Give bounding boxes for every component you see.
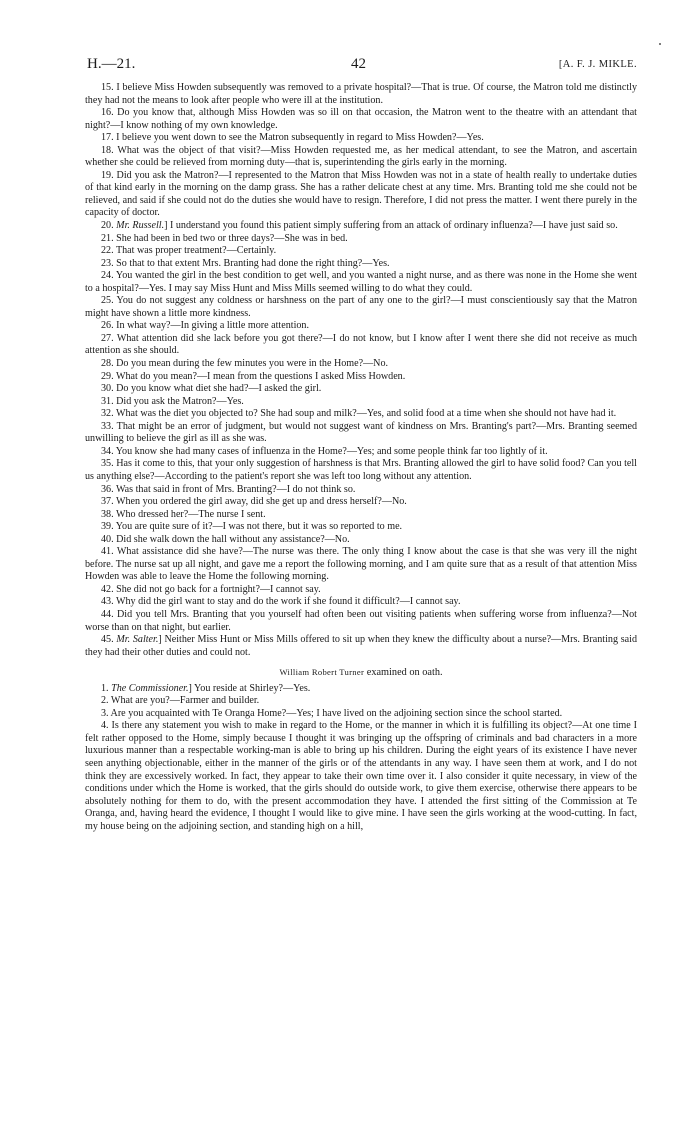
witness-heading: [85, 666, 637, 680]
document-page: [85, 56, 637, 833]
question-answer: 23. So that to that extent Mrs. Branting had done the right thing?—Yes.: [101, 257, 390, 269]
question-answer: 16. Do you know that, although Miss Howden was so ill on that occasion, the Matron went to the theatre with an attendant that night?—I know nothing of my own knowledge.: [85, 107, 637, 131]
question-answer: 42. She did not go back for a fortnight?—I cannot say.: [101, 583, 321, 595]
speaker-name: Mr. Russell.: [116, 220, 165, 232]
witness-name: William Robert Turner: [279, 667, 365, 678]
question-answer: [85, 634, 637, 659]
speaker-name: The Commissioner.: [111, 682, 189, 694]
question-answer: 17. I believe you went down to see the Matron subsequently in regard to Miss Howden?—Yes.: [101, 132, 484, 144]
question-answer: 41. What assistance did she have?—The nurse was there. The only thing I know about the case is that she was very ill the night before. The nurse sat up all night, and gave me a report the following morning, and I am quite sure that as a result of that attention Miss Howden was able to leave the Home the following morning.: [85, 546, 637, 583]
question-answer: 40. Did she walk down the hall without any assistance?—No.: [101, 533, 350, 545]
question-answer: 28. Do you mean during the few minutes you were in the Home?—No.: [101, 358, 389, 370]
speaker-name: Mr. Salter.: [116, 634, 159, 646]
question-answer: 26. In what way?—In giving a little more attention.: [101, 320, 309, 332]
question-text: ] You reside at Shirley?—Yes.: [188, 682, 311, 694]
question-answer: [85, 683, 637, 696]
question-answer: 33. That might be an error of judgment, but would not suggest want of kindness on Mrs. Branting's part?—Mrs. Branting seemed unwilling to believe the girl as ill as she was.: [85, 420, 637, 445]
question-text: ] I understand you found this patient simply suffering from an attack of ordinary influenza?—I have just said so.: [164, 220, 618, 232]
question-answer: 36. Was that said in front of Mrs. Branting?—I do not think so.: [101, 483, 356, 495]
question-answer: 2. What are you?—Farmer and builder.: [101, 695, 260, 707]
page-header: [85, 56, 637, 82]
question-answer: 15. I believe Miss Howden subsequently was removed to a private hospital?—That is true. Of course, the Matron told me distinctly they had not the means to look after people who were ill at the institution.: [85, 82, 637, 106]
question-answer: 44. Did you tell Mrs. Branting that you yourself had often been out visiting patients when suffering worse from influenza?—Not worse than on that night, but earlier.: [85, 608, 637, 633]
witness-heading-suffix: examined on oath.: [364, 667, 443, 679]
witness-running-head: [A. F. J. MIKLE.: [558, 59, 637, 70]
question-answer: 38. Who dressed her?—The nurse I sent.: [101, 508, 266, 520]
question-answer: 27. What attention did she lack before you got there?—I do not know, but I know after I went there she did not receive as much attention as she should.: [85, 332, 637, 357]
page-number: 42: [351, 56, 366, 72]
question-answer: [85, 220, 637, 233]
question-answer: 4. Is there any statement you wish to make in regard to the Home, or the manner in which it is fulfilling its object?—At one time I felt rather opposed to the Home, simply because I thought it was bringing up the offspring of criminals and bad characters in a more luxurious manner than a respectable working-man is able to bring up his children. During the eight years of its existence I have never seen anything objectionable, either in the manner of the girls or of the attendants in any way. I have seen them at work, and I do not think they are excessively worked. In fact, they appear to take their own time over it. I also consider it quite necessary, in view of the conditions under which the Home is worked, that the girls should do outside work, to give them exercise, otherwise there appears to be absolutely nothing for them to do, with the present accommodation they have. I attended the first sitting of the Commission at Te Oranga, and, having heard the evidence, I thought I would like to give mine. I have seen the girls working at the wood-cutting. In fact, my house being on the adjoining section, and standing high on a hill,: [85, 720, 637, 832]
question-answer: 21. She had been in bed two or three days?—She was in bed.: [101, 232, 348, 244]
question-answer: 29. What do you mean?—I mean from the questions I asked Miss Howden.: [101, 370, 406, 382]
question-number: 1.: [101, 682, 109, 694]
question-answer: 34. You know she had many cases of influenza in the Home?—Yes; and some people think far too lightly of it.: [101, 445, 548, 457]
question-number: 45.: [101, 634, 114, 646]
question-answer: 18. What was the object of that visit?—Miss Howden requested me, as her medical attendant, to see the Matron, and ascertain whether she could be relieved from morning duty—that is, superintending the girls early in the morning.: [85, 144, 637, 169]
question-answer: 25. You do not suggest any coldness or harshness on the part of any one to the girl?—I must conscientiously say that the Matron might have shown a little more kindness.: [85, 295, 637, 319]
question-answer: 22. That was proper treatment?—Certainly.: [101, 245, 277, 257]
question-answer: 31. Did you ask the Matron?—Yes.: [101, 395, 244, 407]
question-answer: 35. Has it come to this, that your only suggestion of harshness is that Mrs. Branting allowed the girl to have solid food? Can you tell us anything else?—According to the patient's report she was left too long without any attention.: [85, 458, 637, 482]
question-text: ] Neither Miss Hunt or Miss Mills offered to sit up when they knew the difficulty about a nurse?—Mrs. Branting said they had their other duties and could not.: [85, 634, 637, 658]
question-answer: 19. Did you ask the Matron?—I represented to the Matron that Miss Howden was not in a state of health really to undertake duties of that kind early in the morning on the damp grass. She has a rather delicate chest at any time. Mrs. Branting told me she could not be relieved, and said if she could not do the duties she would have to resign. Therefore, I did not press the matter. I went there purely in the capacity of doctor.: [85, 169, 637, 219]
turner-examination: [85, 683, 637, 834]
question-answer: 43. Why did the girl want to stay and do the work if she found it difficult?—I cannot say.: [101, 596, 461, 608]
ink-speck: [659, 43, 661, 45]
question-number: 20.: [101, 220, 114, 232]
evidence-body: [85, 82, 637, 833]
report-reference: H.—21.: [87, 56, 136, 72]
question-answer: 30. Do you know what diet she had?—I asked the girl.: [101, 383, 322, 395]
question-answer: 3. Are you acquainted with Te Oranga Home?—Yes; I have lived on the adjoining section since the school started.: [101, 707, 563, 719]
mikle-examination: [85, 82, 637, 659]
question-answer: 24. You wanted the girl in the best condition to get well, and you wanted a night nurse, and as there was none in the Home she went to a hospital?—Yes. I may say Miss Hunt and Miss Mills seemed willing to do what they could.: [85, 270, 637, 294]
question-answer: 32. What was the diet you objected to? She had soup and milk?—Yes, and solid food at a time when she should not have had it.: [101, 408, 617, 420]
question-answer: 39. You are quite sure of it?—I was not there, but it was so reported to me.: [101, 521, 403, 533]
question-answer: 37. When you ordered the girl away, did she get up and dress herself?—No.: [101, 496, 407, 508]
